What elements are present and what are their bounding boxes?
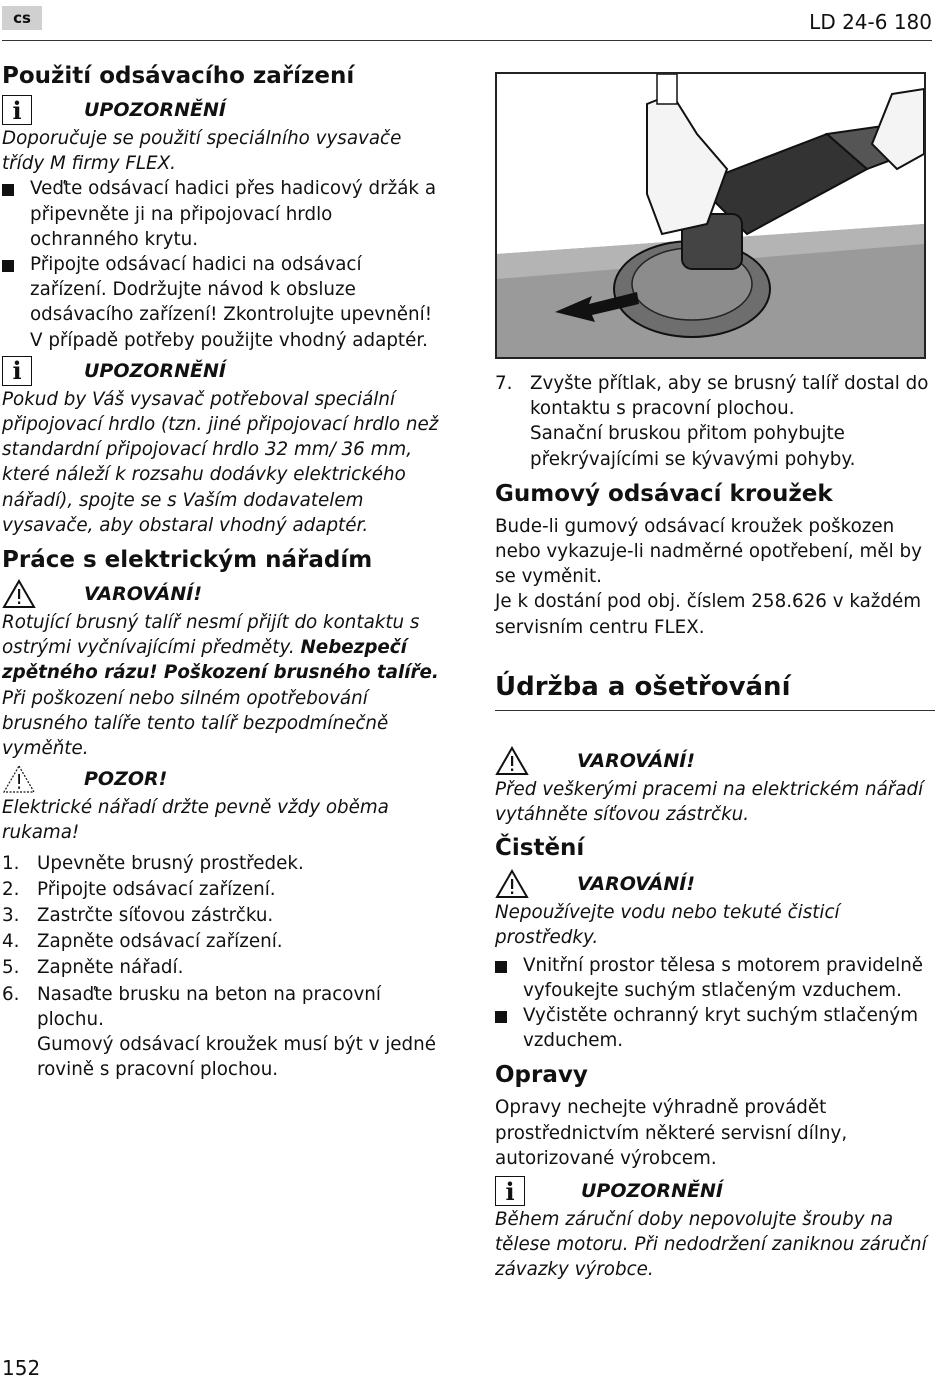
- warning-text: Před veškerými pracemi na elektrickém nářadí vytáhněte síťovou zástrčku.: [495, 778, 924, 826]
- section-title-operation: Práce s elektrickým nářadím: [2, 547, 373, 574]
- model-name: LD 24-6 180: [809, 10, 932, 34]
- section-rule: [495, 710, 935, 711]
- grinder-illustration-svg: [497, 74, 924, 357]
- notice-label: UPOZORNĚNÍ: [581, 1180, 723, 1203]
- info-icon: i: [2, 356, 32, 386]
- warning-triangle-icon: [495, 746, 529, 776]
- warning-text: Rotující brusný talíř nesmí přijít do kontaktu s ostrými vyčnívajícími předměty. Nebezpečí zpětného rázu! Poškození brusného talíře. Při poškození nebo silném opotřebování brusného talíře tento talíř bezpodmínečně vyměňte.: [2, 612, 439, 760]
- header-rule: [2, 40, 932, 41]
- list-item: 3. Zastrčte síťovou zástrčku.: [2, 905, 274, 927]
- list-item: 1. Upevněte brusný prostředek.: [2, 852, 304, 874]
- warning-header: [495, 868, 935, 900]
- paragraph: Je k dostání pod obj. číslem 258.626 v každém servisním centru FLEX.: [495, 591, 922, 638]
- notice-text: Doporučuje se použití speciálního vysavače třídy M firmy FLEX.: [2, 128, 402, 175]
- warning-text: Nepoužívejte vodu nebo tekuté čisticí prostředky.: [495, 902, 840, 949]
- warning-triangle-icon: [2, 579, 36, 609]
- list-item: 7. Zvyšte přítlak, aby se brusný talíř dostal do kontaktu s pracovní plochou. Sanační bruskou přitom pohybujte překrývajícími se kývavými pohyby.: [495, 373, 929, 470]
- notice-header: [495, 1175, 935, 1207]
- section-title-extraction: Použití odsávacího zařízení: [2, 63, 355, 89]
- notice-text: Pokud by Váš vysavač potřeboval speciální připojovací hrdlo (tzn. jiné připojovací hrdlo než standardní připojovací hrdlo 32 mm/ 36 mm, které náleží k rozsahu dodávky elektrického nářadí), spojte se s Vaším dodavatelem vysavače, aby obstaral vhodný adaptér.: [2, 388, 439, 536]
- caution-header: [2, 763, 442, 795]
- right-column: [495, 58, 935, 1283]
- info-icon: i: [2, 95, 32, 125]
- warning-label: VAROVÁNÍ!: [577, 873, 695, 896]
- illustration-grinder: [495, 72, 926, 359]
- bullet-list: [495, 953, 935, 1054]
- paragraph: Bude-li gumový odsávací kroužek poškozen nebo vykazuje-li nadměrné opotřebení, měl by se vyměnit.: [495, 515, 922, 588]
- warning-header: [495, 745, 935, 777]
- list-item: Vyčistěte ochranný kryt suchým stlačeným vzduchem.: [495, 1003, 935, 1053]
- language-badge: cs: [2, 6, 42, 30]
- section-title-maintenance: Údržba a ošetřování: [495, 671, 791, 702]
- left-column: [2, 58, 442, 1083]
- warning-label: VAROVÁNÍ!: [577, 749, 695, 772]
- paragraph: Opravy nechejte výhradně provádět prostřednictvím některé servisní dílny, autorizované výrobcem.: [495, 1097, 848, 1169]
- steps-list: [2, 851, 442, 1083]
- list-item: 4. Zapněte odsávací zařízení.: [2, 931, 283, 953]
- notice-label: UPOZORNĚNÍ: [84, 359, 226, 382]
- info-icon: i: [495, 1176, 525, 1206]
- caution-text: Elektrické nářadí držte pevně vždy oběma rukama!: [2, 797, 389, 844]
- warning-triangle-icon: [495, 869, 529, 899]
- section-title-repairs: Opravy: [495, 1062, 588, 1089]
- steps-list-continued: [495, 371, 935, 472]
- page-number: 152: [2, 1356, 41, 1380]
- section-title-cleaning: Čistění: [495, 835, 585, 862]
- notice-label: UPOZORNĚNÍ: [84, 99, 226, 121]
- caution-triangle-icon: [2, 764, 36, 794]
- list-item: Vnitřní prostor tělesa s motorem pravidelně vyfoukejte suchým stlačeným vzduchem.: [495, 953, 935, 1003]
- list-item: 6. Nasaďte brusku na beton na pracovní plochu. Gumový odsávací kroužek musí být v jedné rovině s pracovní plochou.: [2, 983, 436, 1081]
- list-item: Připojte odsávací hadici na odsávací zařízení. Dodržujte návod k obsluze odsávacího zařízení! Zkontrolujte upevnění! V případě potřeby použijte vhodný adaptér.: [2, 252, 442, 353]
- notice-header: [2, 94, 442, 126]
- warning-header: [2, 578, 442, 610]
- notice-header: [2, 355, 442, 387]
- list-item: 5. Zapněte nářadí.: [2, 957, 184, 979]
- warning-label: VAROVÁNÍ!: [84, 583, 202, 606]
- bullet-list: [2, 176, 442, 352]
- list-item: Veďte odsávací hadici přes hadicový držák a připevněte ji na připojovací hrdlo ochranného krytu.: [2, 176, 442, 252]
- list-item: 2. Připojte odsávací zařízení.: [2, 878, 276, 900]
- section-title-rubber-ring: Gumový odsávací kroužek: [495, 480, 833, 507]
- caution-label: POZOR!: [84, 768, 168, 791]
- notice-text: Během záruční doby nepovolujte šrouby na tělese motoru. Při nedodržení zaniknou záruční závazky výrobce.: [495, 1209, 927, 1281]
